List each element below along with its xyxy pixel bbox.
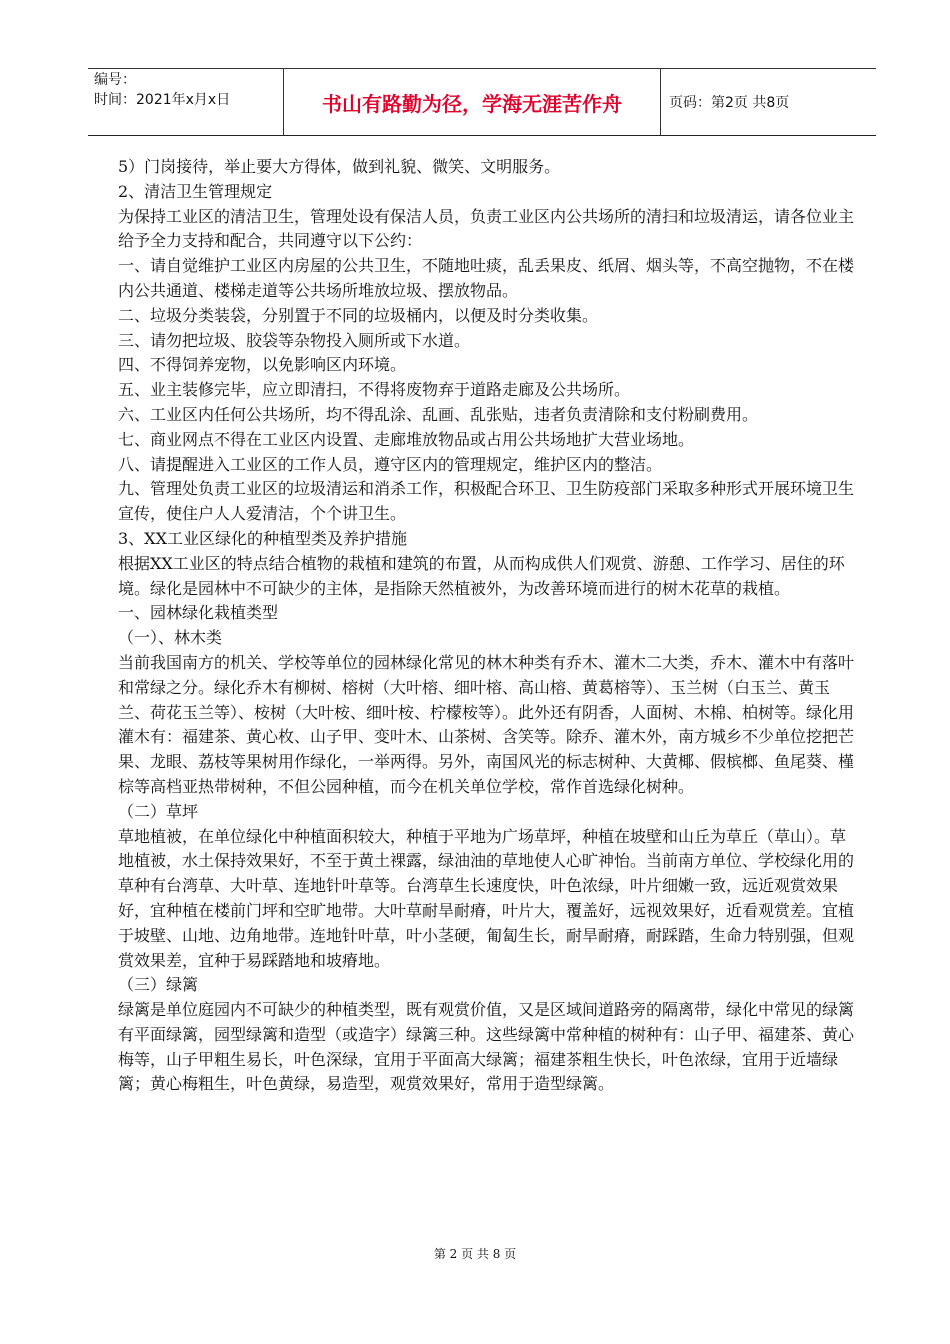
- paragraph: 七、商业网点不得在工业区内设置、走廊堆放物品或占用公共场地扩大营业场地。: [118, 429, 695, 449]
- paragraph: 绿篱是单位庭园内不可缺少的种植类型，既有观赏价值，又是区域间道路旁的隔离带，绿化中常见的绿篱有平面绿篱，园型绿篱和造型（或造字）绿篱三种。这些绿篱中常种植的树种有：山子甲、福建茶、黄心梅等，山子甲粗生易长，叶色深绿，宜用于平面高大绿篱；福建茶粗生快长，叶色浓绿，宜用于近墙绿篱；黄心梅粗生，叶色黄绿，易造型，观赏效果好，常用于造型绿篱。: [118, 1000, 855, 1094]
- paragraph: 八、请提醒进入工业区的工作人员，遵守区内的管理规定，维护区内的整洁。: [118, 454, 663, 474]
- document-body: [118, 155, 858, 1097]
- paragraph: 二、垃圾分类装袋，分别置于不同的垃圾桶内，以便及时分类收集。: [118, 305, 599, 325]
- paragraph: 一、园林绿化栽植类型: [118, 603, 279, 623]
- paragraph: （二）草坪: [118, 801, 199, 821]
- header-motto: 书山有路勤为径，学海无涯苦作舟: [284, 69, 661, 135]
- page-footer: 第 2 页 共 8 页: [433, 1247, 517, 1261]
- header-page-info: 页码：第2页 共8页: [669, 95, 790, 111]
- paragraph: 五、业主装修完毕，应立即清扫，不得将废物弃于道路走廊及公共场所。: [118, 380, 631, 400]
- paragraph: 三、请勿把垃圾、胶袋等杂物投入厕所或下水道。: [118, 330, 471, 350]
- paragraph: 根据XX工业区的特点结合植物的栽植和建筑的布置，从而构成供人们观赏、游憩、工作学习、居住的环境。绿化是园林中不可缺少的主体，是指除天然植被外，为改善环境而进行的树木花草的栽植。: [118, 553, 845, 598]
- paragraph: 六、工业区内任何公共场所，均不得乱涂、乱画、乱张贴，违者负责清除和支付粉刷费用。: [118, 404, 759, 424]
- paragraph: 一、请自觉维护工业区内房屋的公共卫生，不随地吐痰，乱丢果皮、纸屑、烟头等，不高空抛物，不在楼内公共通道、楼梯走道等公共场所堆放垃圾、摆放物品。: [118, 256, 855, 300]
- paragraph: 为保持工业区的清洁卫生，管理处设有保洁人员，负责工业区内公共场所的清扫和垃圾清运，请各位业主给予全力支持和配合，共同遵守以下公约：: [118, 206, 855, 251]
- header-meta: [88, 69, 284, 135]
- document-number-label: 编号：: [94, 72, 136, 88]
- paragraph: 5）门岗接待，举止要大方得体，做到礼貌、微笑、文明服务。: [118, 157, 561, 176]
- paragraph: 2、清洁卫生管理规定: [118, 181, 273, 201]
- page-header: [88, 68, 876, 136]
- paragraph: （三）绿篱: [118, 975, 199, 995]
- paragraph: 九、管理处负责工业区的垃圾清运和消杀工作，积极配合环卫、卫生防疫部门采取多种形式开展环境卫生宣传，使住户人人爱清洁，个个讲卫生。: [118, 479, 855, 524]
- paragraph: 四、不得饲养宠物，以免影响区内环境。: [118, 355, 407, 375]
- paragraph: 草地植被，在单位绿化中种植面积较大，种植于平地为广场草坪，种植在坡壁和山丘为草丘（草山）。草地植被，水土保持效果好，不至于黄土裸露，绿油油的草地使人心旷神怡。当前南方单位、学校绿化用的草种有台湾草、大叶草、连地针叶草等。台湾草生长速度快，叶色浓绿，叶片细嫩一致，远近观赏效果好，宜种植在楼前门坪和空旷地带。大叶草耐旱耐瘠，叶片大，覆盖好，远视效果好，近看观赏差。宜植于坡壁、山地、边角地带。连地针叶草，叶小茎硬，匍匐生长，耐旱耐瘠，耐踩踏，生命力特别强，但观赏效果差，宜种于易踩踏地和坡瘠地。: [118, 826, 855, 970]
- document-time-label: 时间：2021年x月x日: [94, 92, 231, 108]
- paragraph: （一）、林木类: [118, 628, 223, 648]
- paragraph: 当前我国南方的机关、学校等单位的园林绿化常见的林木种类有乔木、灌木二大类，乔木、灌木中有落叶和常绿之分。绿化乔木有柳树、榕树（大叶榕、细叶榕、高山榕、黄葛榕等）、玉兰树（白玉兰、黄玉兰、荷花玉兰等）、桉树（大叶桉、细叶桉、柠檬桉等）。此外还有阴香，人面树、木棉、柏树等。绿化用灌木有：福建茶、黄心枚、山子甲、变叶木、山茶树、含笑等。除乔、灌木外，南方城乡不少单位挖把芒果、龙眼、荔枝等果树用作绿化，一举两得。另外，南国风光的标志树种、大黄椰、假槟榔、鱼尾葵、槿棕等高档亚热带树种，不但公园种植，而今在机关单位学校，常作首选绿化树种。: [118, 652, 855, 796]
- paragraph: 3、XX工业区绿化的种植型类及养护措施: [118, 528, 407, 548]
